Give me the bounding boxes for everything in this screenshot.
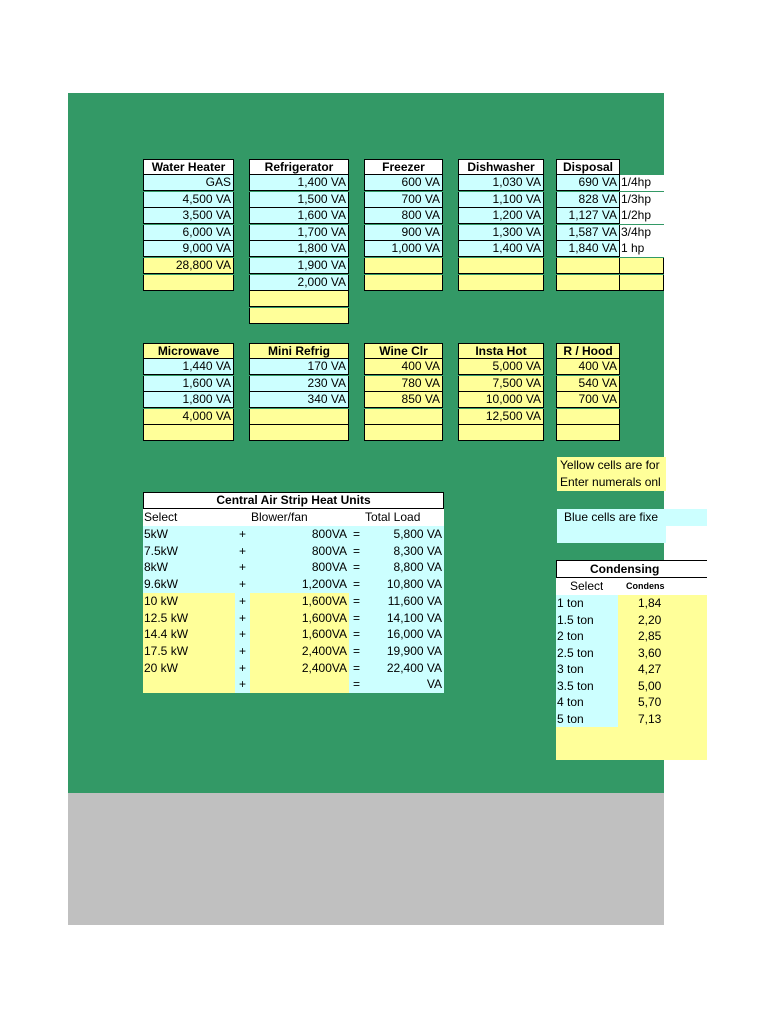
- hp-size-label: 1/2hp: [620, 208, 665, 224]
- value-cell[interactable]: 700 VA: [556, 392, 620, 408]
- equals-sign: =: [349, 660, 364, 677]
- total-cell: 5,800 VA: [364, 526, 444, 543]
- total-cell: 8,800 VA: [364, 559, 444, 576]
- table-row: [143, 543, 444, 560]
- value-cell[interactable]: [364, 409, 443, 425]
- value-cell[interactable]: [249, 291, 349, 307]
- table-row: [143, 626, 444, 643]
- plus-sign: +: [235, 610, 250, 627]
- blue-cells-note: Blue cells are fixe: [557, 509, 707, 526]
- blower-cell[interactable]: 1,600VA: [250, 593, 349, 610]
- header-insta-hot: Insta Hot: [458, 343, 544, 359]
- value-cell[interactable]: 1,400 VA: [249, 175, 349, 191]
- header-refrigerator: Refrigerator: [249, 159, 349, 175]
- select-cell[interactable]: 20 kW: [143, 660, 235, 677]
- header-microwave: Microwave: [143, 343, 234, 359]
- hp-size-label: 3/4hp: [620, 225, 665, 241]
- value-cell[interactable]: 230 VA: [249, 376, 349, 392]
- central-air-header-row: [143, 509, 444, 526]
- value-cell[interactable]: 1,700 VA: [249, 225, 349, 241]
- value-cell[interactable]: 7,500 VA: [458, 376, 544, 392]
- total-cell: 14,100 VA: [364, 610, 444, 627]
- value-cell[interactable]: [364, 258, 443, 274]
- value-cell[interactable]: 1,800 VA: [143, 392, 234, 408]
- value-cell[interactable]: [143, 425, 234, 441]
- yellow-cells-note: Yellow cells are for: [557, 457, 666, 474]
- value-cell[interactable]: 850 VA: [364, 392, 443, 408]
- value-cell[interactable]: 1,500 VA: [249, 192, 349, 208]
- table-row: [143, 593, 444, 610]
- value-cell[interactable]: 5,000 VA: [458, 359, 544, 375]
- equals-sign: =: [349, 593, 364, 610]
- plus-sign: +: [235, 660, 250, 677]
- condensing-value-cell: 2,85: [618, 628, 707, 645]
- value-cell[interactable]: 1,200 VA: [458, 208, 544, 224]
- value-cell[interactable]: 9,000 VA: [143, 241, 234, 257]
- value-cell[interactable]: 1,900 VA: [249, 258, 349, 274]
- equals-sign: =: [349, 610, 364, 627]
- blower-cell[interactable]: 2,400VA: [250, 643, 349, 660]
- hp-size-label: 1/4hp: [620, 175, 665, 191]
- table-row: [556, 645, 707, 662]
- value-cell[interactable]: 540 VA: [556, 376, 620, 392]
- select-cell[interactable]: 5kW: [143, 526, 235, 543]
- value-cell[interactable]: 700 VA: [364, 192, 443, 208]
- value-cell[interactable]: 10,000 VA: [458, 392, 544, 408]
- header-mini-refrig: Mini Refrig: [249, 343, 349, 359]
- value-cell[interactable]: 1,030 VA: [458, 175, 544, 191]
- value-cell[interactable]: 600 VA: [364, 175, 443, 191]
- value-cell[interactable]: 1,600 VA: [143, 376, 234, 392]
- blower-cell[interactable]: 800VA: [250, 559, 349, 576]
- table-row: [556, 628, 707, 645]
- total-cell: VA: [364, 676, 444, 693]
- value-cell[interactable]: [143, 275, 234, 291]
- select-header: Select: [144, 510, 178, 524]
- value-cell[interactable]: 828 VA: [556, 192, 620, 208]
- value-cell[interactable]: 1,840 VA: [556, 241, 620, 257]
- hp-size-label: 1/3hp: [620, 192, 665, 208]
- table-row: [556, 694, 707, 711]
- total-cell: 11,600 VA: [364, 593, 444, 610]
- value-cell[interactable]: 2,000 VA: [249, 275, 349, 291]
- value-cell[interactable]: 900 VA: [364, 225, 443, 241]
- value-cell[interactable]: 6,000 VA: [143, 225, 234, 241]
- value-cell[interactable]: 400 VA: [556, 359, 620, 375]
- value-cell[interactable]: 1,300 VA: [458, 225, 544, 241]
- condensing-value-cell: 7,13: [618, 711, 707, 728]
- hp-size-label: 1 hp: [620, 241, 665, 257]
- plus-sign: +: [235, 593, 250, 610]
- blower-cell[interactable]: [250, 676, 349, 693]
- table-row: [556, 661, 707, 678]
- value-cell[interactable]: 1,600 VA: [249, 208, 349, 224]
- value-cell[interactable]: 690 VA: [556, 175, 620, 191]
- header-dishwasher: Dishwasher: [458, 159, 544, 175]
- equals-sign: =: [349, 643, 364, 660]
- blower-cell[interactable]: 2,400VA: [250, 660, 349, 677]
- condensing-select-cell[interactable]: 4 ton: [556, 694, 618, 711]
- value-cell[interactable]: 780 VA: [364, 376, 443, 392]
- table-row: [556, 678, 707, 695]
- condensing-value-cell: 2,20: [618, 612, 707, 629]
- value-cell[interactable]: [556, 275, 620, 291]
- blower-cell[interactable]: 1,200VA: [250, 576, 349, 593]
- value-cell[interactable]: 170 VA: [249, 359, 349, 375]
- select-cell[interactable]: 12.5 kW: [143, 610, 235, 627]
- blower-cell[interactable]: 1,600VA: [250, 626, 349, 643]
- value-cell[interactable]: 3,500 VA: [143, 208, 234, 224]
- value-cell[interactable]: 1,400 VA: [458, 241, 544, 257]
- table-row: [143, 610, 444, 627]
- condensing-input-area[interactable]: [556, 727, 707, 760]
- table-row: [143, 676, 444, 693]
- value-cell[interactable]: 1,000 VA: [364, 241, 443, 257]
- plus-sign: +: [235, 643, 250, 660]
- value-cell[interactable]: 1,800 VA: [249, 241, 349, 257]
- total-cell: 22,400 VA: [364, 660, 444, 677]
- header-r-hood: R / Hood: [556, 343, 620, 359]
- total-load-header: Total Load: [365, 510, 421, 524]
- value-cell[interactable]: 1,127 VA: [556, 208, 620, 224]
- condensing-select-cell[interactable]: 3.5 ton: [556, 678, 618, 695]
- condensing-select-cell[interactable]: 2 ton: [556, 628, 618, 645]
- value-cell[interactable]: 1,100 VA: [458, 192, 544, 208]
- numerals-note: Enter numerals onl: [557, 474, 666, 491]
- plus-sign: +: [235, 676, 250, 693]
- value-cell[interactable]: [556, 258, 620, 274]
- value-cell[interactable]: [249, 409, 349, 425]
- blower-cell[interactable]: 1,600VA: [250, 610, 349, 627]
- blower-header: Blower/fan: [251, 510, 308, 524]
- value-cell[interactable]: 4,500 VA: [143, 192, 234, 208]
- select-cell[interactable]: [143, 676, 235, 693]
- condensing-select-cell[interactable]: 2.5 ton: [556, 645, 618, 662]
- total-cell: 8,300 VA: [364, 543, 444, 560]
- total-cell: 10,800 VA: [364, 576, 444, 593]
- value-cell[interactable]: 28,800 VA: [143, 258, 234, 274]
- plus-sign: +: [235, 626, 250, 643]
- condensing-title: Condensing: [556, 560, 707, 578]
- equals-sign: =: [349, 543, 364, 560]
- value-cell[interactable]: [458, 275, 544, 291]
- equals-sign: =: [349, 626, 364, 643]
- total-cell: 16,000 VA: [364, 626, 444, 643]
- value-cell[interactable]: [364, 425, 443, 441]
- equals-sign: =: [349, 526, 364, 543]
- table-row: [143, 576, 444, 593]
- table-row: [143, 526, 444, 543]
- value-cell[interactable]: 340 VA: [249, 392, 349, 408]
- table-row: [143, 643, 444, 660]
- value-cell[interactable]: 12,500 VA: [458, 409, 544, 425]
- total-cell: 19,900 VA: [364, 643, 444, 660]
- equals-sign: =: [349, 559, 364, 576]
- value-cell[interactable]: 1,440 VA: [143, 359, 234, 375]
- table-row: [556, 612, 707, 629]
- table-row: [143, 559, 444, 576]
- hp-size-input[interactable]: [620, 275, 664, 291]
- select-cell[interactable]: 7.5kW: [143, 543, 235, 560]
- value-cell[interactable]: [458, 258, 544, 274]
- condensing-value-header: Condens: [626, 581, 665, 591]
- value-cell[interactable]: [458, 425, 544, 441]
- table-row: [556, 711, 707, 728]
- condensing-select-cell[interactable]: 1 ton: [556, 595, 618, 612]
- equals-sign: =: [349, 576, 364, 593]
- select-cell[interactable]: 14.4 kW: [143, 626, 235, 643]
- header-water-heater: Water Heater: [143, 159, 234, 175]
- value-cell[interactable]: 800 VA: [364, 208, 443, 224]
- select-cell[interactable]: 10 kW: [143, 593, 235, 610]
- condensing-value-cell: 5,70: [618, 694, 707, 711]
- page-margin-area: [68, 793, 664, 925]
- condensing-value-cell: 1,84: [618, 595, 707, 612]
- select-cell[interactable]: 17.5 kW: [143, 643, 235, 660]
- value-cell[interactable]: [249, 308, 349, 324]
- table-row: [143, 660, 444, 677]
- condensing-select-header: Select: [570, 579, 604, 593]
- value-cell[interactable]: 1,587 VA: [556, 225, 620, 241]
- blower-cell[interactable]: 800VA: [250, 526, 349, 543]
- value-cell[interactable]: [556, 409, 620, 425]
- condensing-select-cell[interactable]: 5 ton: [556, 711, 618, 728]
- header-freezer: Freezer: [364, 159, 443, 175]
- condensing-header-row: [556, 578, 707, 595]
- select-cell[interactable]: 9.6kW: [143, 576, 235, 593]
- condensing-select-cell[interactable]: 1.5 ton: [556, 612, 618, 629]
- condensing-value-cell: 5,00: [618, 678, 707, 695]
- blower-cell[interactable]: 800VA: [250, 543, 349, 560]
- plus-sign: +: [235, 576, 250, 593]
- value-cell[interactable]: [556, 425, 620, 441]
- condensing-value-cell: 3,60: [618, 645, 707, 662]
- value-cell[interactable]: 400 VA: [364, 359, 443, 375]
- hp-size-input[interactable]: [620, 258, 664, 274]
- value-cell[interactable]: [364, 275, 443, 291]
- condensing-select-cell[interactable]: 3 ton: [556, 661, 618, 678]
- value-cell[interactable]: [249, 425, 349, 441]
- equals-sign: =: [349, 676, 364, 693]
- plus-sign: +: [235, 543, 250, 560]
- plus-sign: +: [235, 559, 250, 576]
- blue-note-filler: [557, 526, 666, 543]
- select-cell[interactable]: 8kW: [143, 559, 235, 576]
- header-disposal: Disposal: [556, 159, 620, 175]
- central-air-title: Central Air Strip Heat Units: [143, 492, 444, 509]
- condensing-value-cell: 4,27: [618, 661, 707, 678]
- value-cell[interactable]: GAS: [143, 175, 234, 191]
- plus-sign: +: [235, 526, 250, 543]
- header-wine-clr: Wine Clr: [364, 343, 443, 359]
- table-row: [556, 595, 707, 612]
- value-cell[interactable]: 4,000 VA: [143, 409, 234, 425]
